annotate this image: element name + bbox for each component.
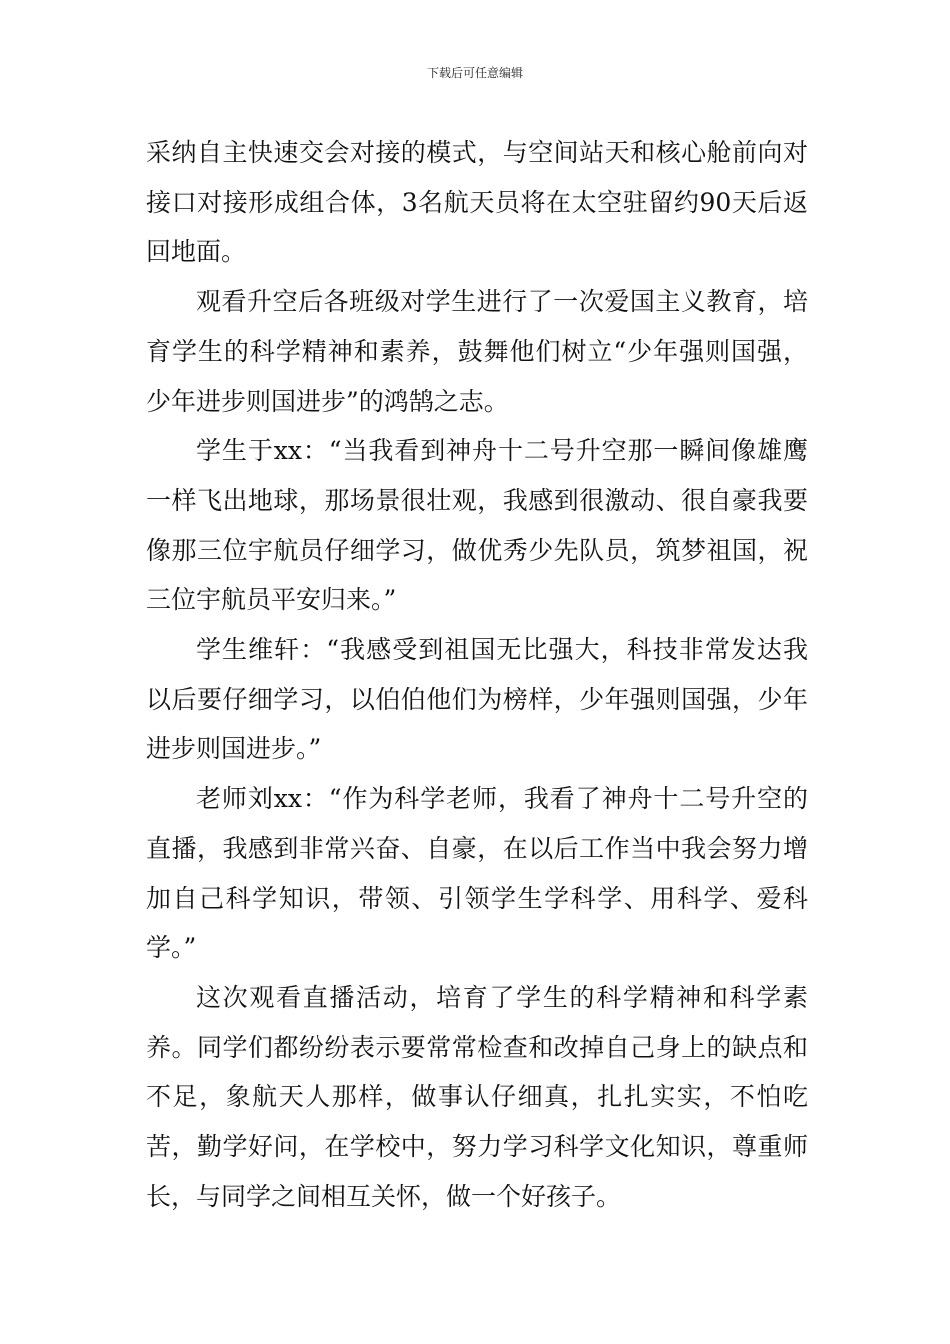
paragraph-student-quote-1: 学生于xx：“当我看到神舟十二号升空那一瞬间像雄鹰一样飞出地球，那场景很壮观，我感到很激动、很自豪我要像那三位宇航员仔细学习，做优秀少先队员，筑梦祖国，祝三位宇航员平安归来。” <box>146 436 808 615</box>
paragraph-continuation: 采纳自主快速交会对接的模式，与空间站天和核心舱前向对接口对接形成组合体，3名航天员将在太空驻留约90天后返回地面。 <box>146 138 808 267</box>
paragraph-patriotic-education: 观看升空后各班级对学生进行了一次爱国主义教育，培育学生的科学精神和素养，鼓舞他们树立“少年强则国强，少年进步则国进步”的鸿鹄之志。 <box>146 287 808 416</box>
page-header-note: 下载后可任意编辑 <box>426 66 523 80</box>
paragraph-conclusion: 这次观看直播活动，培育了学生的科学精神和科学素养。同学们都纷纷表示要常常检查和改掉自己身上的缺点和不足，象航天人那样，做事认仔细真，扎扎实实，不怕吃苦，勤学好问，在学校中，努力学习科学文化知识，尊重师长，与同学之间相互关怀，做一个好孩子。 <box>146 982 808 1211</box>
paragraph-student-quote-2: 学生维轩：“我感受到祖国无比强大，科技非常发达我以后要仔细学习，以伯伯他们为榜样，少年强则国强，少年进步则国进步。” <box>146 635 808 764</box>
paragraph-teacher-quote: 老师刘xx：“作为科学老师，我看了神舟十二号升空的直播，我感到非常兴奋、自豪，在以后工作当中我会努力增加自己科学知识，带领、引领学生学科学、用科学、爱科学。” <box>146 784 808 963</box>
document-body <box>146 128 808 1221</box>
